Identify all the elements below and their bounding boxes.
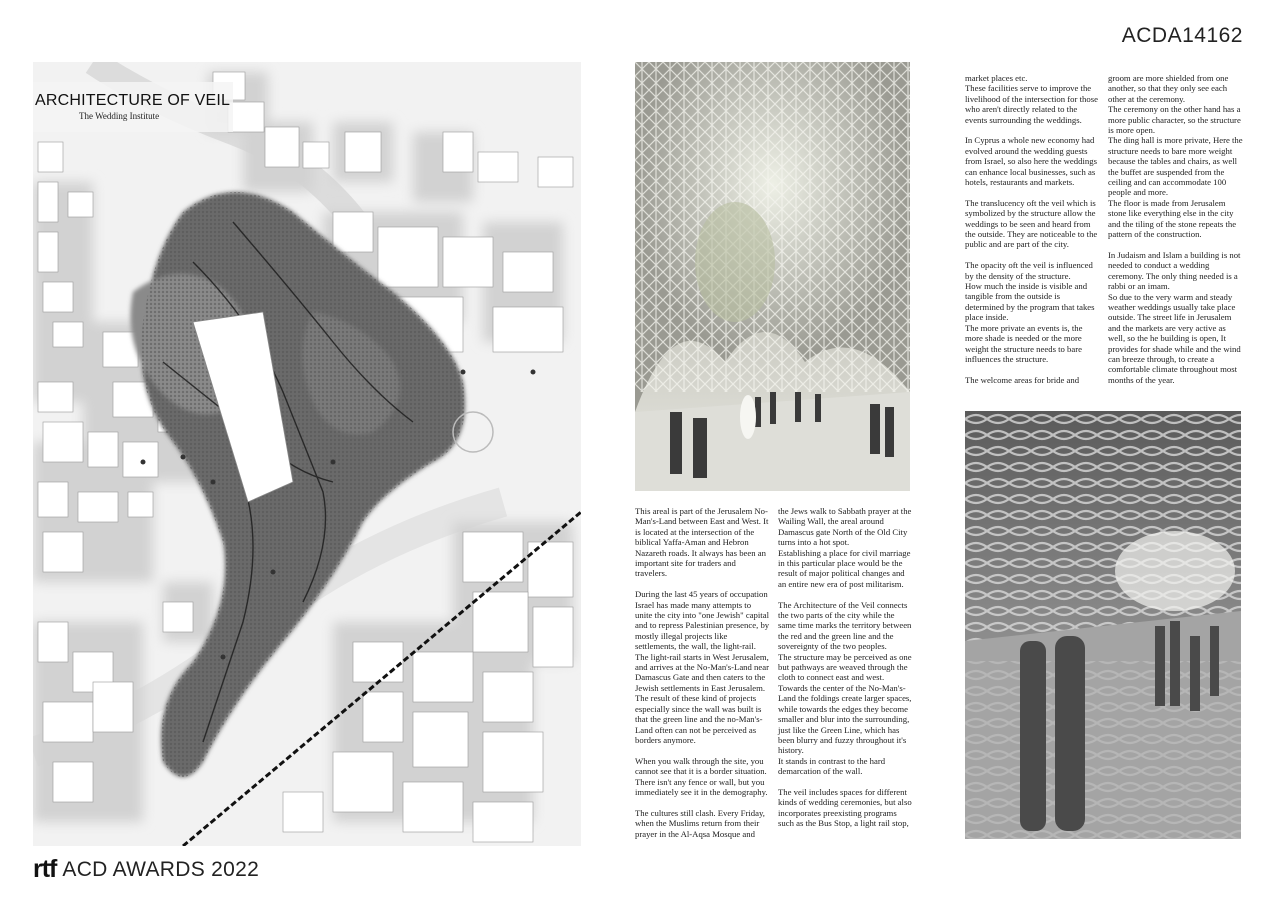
text-column-2 [778, 506, 913, 839]
paragraph: the Jews walk to Sabbath prayer at the Wailing Wall, the areal around Damascus gate North of the Old City turns into a hot spot. Establishing a place for civil marriage in this particular place would be the result of major political changes and an entire new era of post militarism. [778, 506, 912, 589]
project-code: ACDA14162 [1121, 24, 1243, 47]
render-dining-drawing [965, 411, 1241, 839]
interior-render-ceremony [635, 62, 910, 491]
paragraph: The Architecture of the Veil connects the two parts of the city while the same time marks the territory between the red and the green line and the sovereignty of the two peoples. The structure may be perceived as one but pathways are weaved through the cloth to connect east and west. Towards the center of the No-Man's-Land the foldings create larger spaces, while towards the edges they become smaller and blur into the surrounding, just like the Green Line, which has been blurry and fuzzy throughout it's history. It stands in contrast to the hard demarcation of the wall. [778, 599, 912, 777]
project-title: ARCHITECTURE OF VEIL [35, 92, 231, 109]
text-column-3 [965, 73, 1100, 396]
paragraph: The opacity oft the veil is influenced by the density of the structure. How much the inside is visible and tangible from the outside is determined by the program that takes place inside. The more private an events is, the more shade is needed or the more weight the structure needs to bare influences the structure. [965, 260, 1095, 364]
paragraph: During the last 45 years of occupation Israel has made many attempts to unite the city into "one Jewish" capital and to repress Palestinian presence, by mostly illegal projects like settlements, the wall, the light-rail. The light-rail starts in West Jerusalem, and arrives at the No-Man's-Land near Damascus Gate and then caters to the Jewish settlements in East Jerusalem. The result of these kind of projects especially since the wall was built is that the green line and the no-Man's-Land often can not be perceived as borders anymore. [635, 589, 770, 745]
award-title: ACD AWARDS 2022 [62, 857, 260, 881]
interior-render-dining [965, 411, 1241, 839]
paragraph: The welcome areas for bride and [965, 374, 1080, 385]
paragraph: In Judaism and Islam a building is not needed to conduct a wedding ceremony. The only thing needed is a rabbi or an imam. So due to the very warm and steady weather weddings usually take place outside. The street life in Jerusalem and the markets are very active as well, so the he building is open, It provides for shade while and the wind can breeze through, to create a comfortable climate throughout most months of the year. [1108, 249, 1241, 385]
paragraph: groom are more shielded from one another, so that they only see each other at the ceremony. The ceremony on the other hand has a more public character, so the structure is more open. The ding hall is more private, Here the structure needs to bare more weight because the tables and chairs, as well the buffet are suspended from the ceiling and can accommodate 100 people and more. The floor is made from Jerusalem stone like everything else in the city and the tiling of the stone repeats the pattern of the construction. [1108, 73, 1243, 240]
rtf-logo: rtf [33, 855, 57, 883]
paragraph: The translucency oft the veil which is symbolized by the structure allow the weddings to be seen and heard from the outside. They are noticeable to the public and are part of the city. [965, 197, 1098, 250]
paragraph: When you walk through the site, you cannot see that it is a border situation. There isn't any fence or wall, but you immediately see it in the demography. [635, 755, 768, 797]
paragraph: In Cyprus a whole new economy had evolved around the wedding guests from Israel, so also here the weddings can enhance local businesses, such as hotels, restaurants and markets. [965, 135, 1097, 188]
site-plan-drawing [33, 62, 581, 846]
paragraph: This areal is part of the Jerusalem No-Man's-Land between East and West. It is located at the intersection of the biblical Yaffa-Aman and Hebron Nazareth roads. It always has been an important site for traders and travelers. [635, 506, 769, 579]
paragraph: The cultures still clash. Every Friday, when the Muslims return from their prayer in the Al-Aqsa Mosque and [635, 807, 765, 839]
text-column-1 [635, 506, 770, 849]
paragraph: The veil includes spaces for different kinds of wedding ceremonies, but also incorporates preexisting programs such as the Bus Stop, a light rail stop, [778, 786, 912, 829]
render-ceremony-drawing [635, 62, 910, 491]
footer [33, 855, 259, 884]
paragraph: market places etc. These facilities serve to improve the livelihood of the intersection for those who aren't directly related to the events surrounding the weddings. [965, 73, 1098, 125]
project-subtitle: The Wedding Institute [79, 111, 160, 121]
text-column-4 [1108, 73, 1243, 396]
site-plan [33, 62, 581, 846]
